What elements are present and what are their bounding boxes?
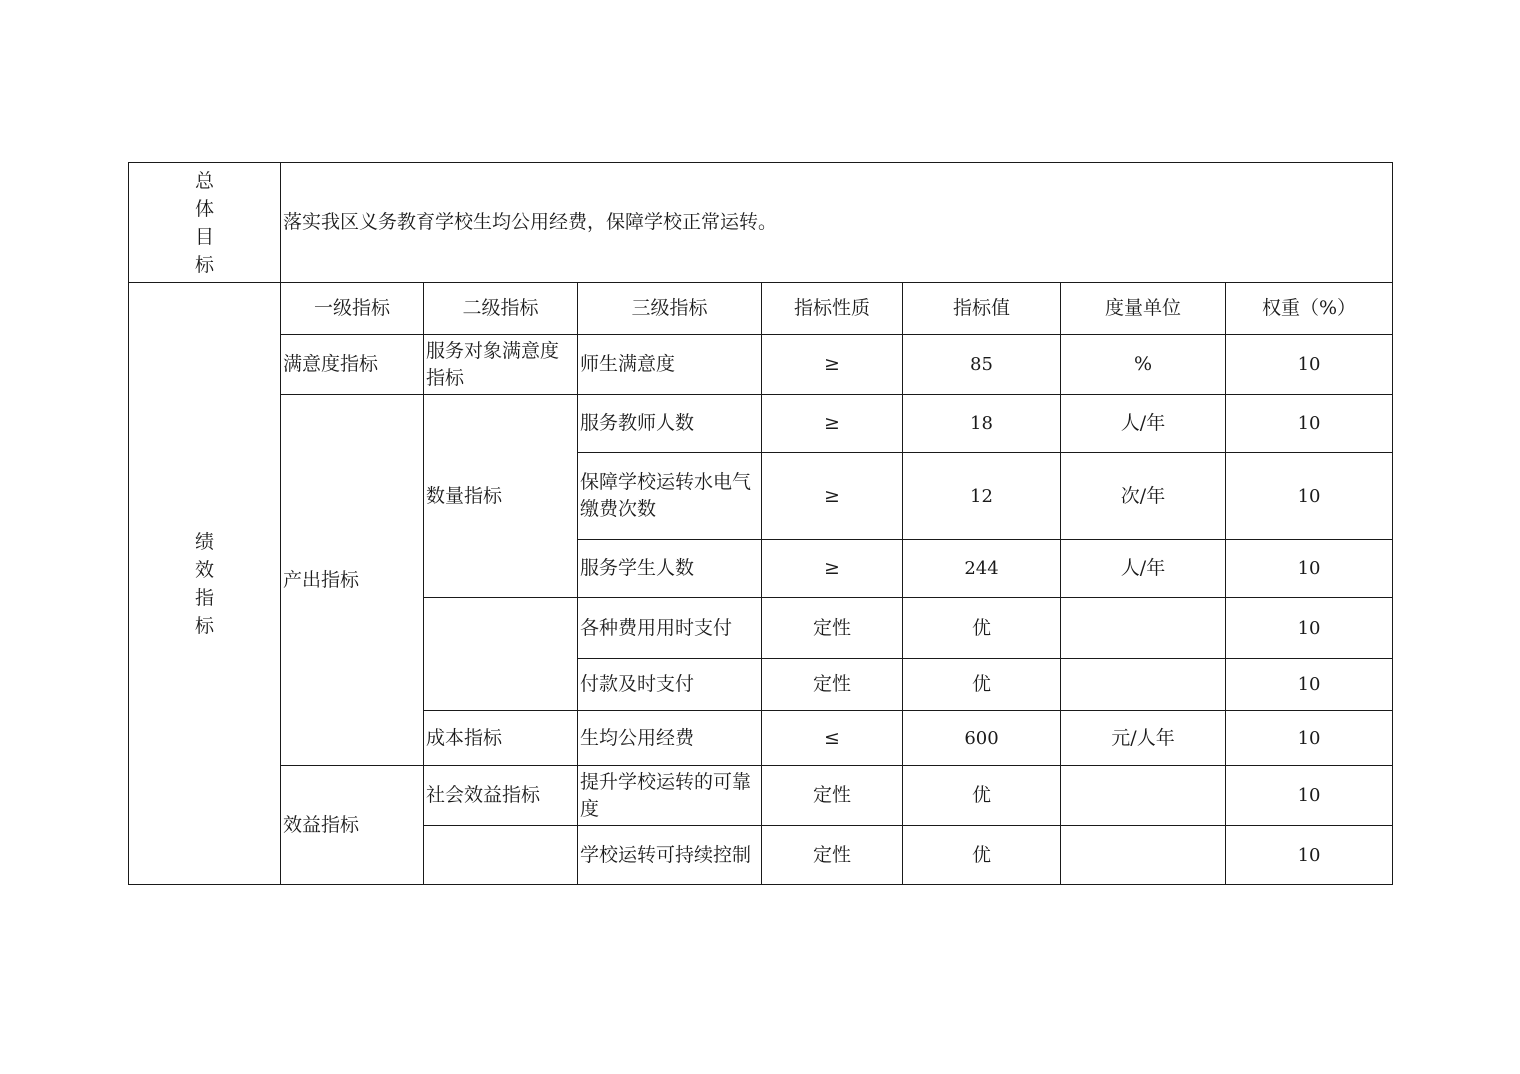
level3-cell: 服务教师人数 [578,395,762,453]
value-cell: 优 [903,659,1061,711]
table-row [129,766,1393,826]
goal-label: 总 体 目 标 [129,163,281,283]
value-cell: 优 [903,826,1061,885]
level2-cell: 社会效益指标 [424,766,578,826]
weight-cell: 10 [1226,395,1393,453]
level3-cell: 付款及时支付 [578,659,762,711]
weight-cell: 10 [1226,826,1393,885]
weight-cell: 10 [1226,453,1393,540]
header-level1: 一级指标 [281,283,424,335]
nature-cell: 定性 [762,659,903,711]
unit-cell [1061,766,1226,826]
header-nature: 指标性质 [762,283,903,335]
weight-cell: 10 [1226,711,1393,766]
unit-cell [1061,598,1226,659]
value-cell: 优 [903,766,1061,826]
goal-text: 落实我区义务教育学校生均公用经费，保障学校正常运转。 [281,163,1393,283]
nature-cell: ≤ [762,711,903,766]
nature-cell: ≥ [762,395,903,453]
nature-cell: 定性 [762,826,903,885]
level3-cell: 生均公用经费 [578,711,762,766]
level1-cell: 效益指标 [281,766,424,885]
table-row [129,335,1393,395]
unit-cell [1061,659,1226,711]
value-cell: 12 [903,453,1061,540]
header-row [129,283,1393,335]
level3-cell: 提升学校运转的可靠度 [578,766,762,826]
weight-cell: 10 [1226,659,1393,711]
unit-cell: 元/人年 [1061,711,1226,766]
value-cell: 18 [903,395,1061,453]
level3-cell: 保障学校运转水电气缴费次数 [578,453,762,540]
level3-cell: 各种费用用时支付 [578,598,762,659]
header-level3: 三级指标 [578,283,762,335]
weight-cell: 10 [1226,540,1393,598]
unit-cell: % [1061,335,1226,395]
header-level2: 二级指标 [424,283,578,335]
header-weight: 权重（%） [1226,283,1393,335]
weight-cell: 10 [1226,766,1393,826]
unit-cell: 次/年 [1061,453,1226,540]
nature-cell: ≥ [762,335,903,395]
value-cell: 600 [903,711,1061,766]
level2-cell: 成本指标 [424,711,578,766]
level1-cell: 产出指标 [281,395,424,766]
nature-cell: 定性 [762,766,903,826]
header-value: 指标值 [903,283,1061,335]
level2-cell [424,598,578,711]
value-cell: 244 [903,540,1061,598]
level1-cell: 满意度指标 [281,335,424,395]
header-unit: 度量单位 [1061,283,1226,335]
unit-cell: 人/年 [1061,540,1226,598]
weight-cell: 10 [1226,335,1393,395]
performance-goal-table [128,162,1393,885]
level3-cell: 师生满意度 [578,335,762,395]
level3-cell: 服务学生人数 [578,540,762,598]
level2-cell: 数量指标 [424,395,578,598]
goal-row [129,163,1393,283]
value-cell: 85 [903,335,1061,395]
table-row [129,395,1393,453]
nature-cell: ≥ [762,453,903,540]
level2-cell [424,826,578,885]
nature-cell: ≥ [762,540,903,598]
level3-cell: 学校运转可持续控制 [578,826,762,885]
weight-cell: 10 [1226,598,1393,659]
unit-cell: 人/年 [1061,395,1226,453]
indicators-label: 绩 效 指 标 [129,283,281,885]
level2-cell: 服务对象满意度指标 [424,335,578,395]
value-cell: 优 [903,598,1061,659]
unit-cell [1061,826,1226,885]
nature-cell: 定性 [762,598,903,659]
